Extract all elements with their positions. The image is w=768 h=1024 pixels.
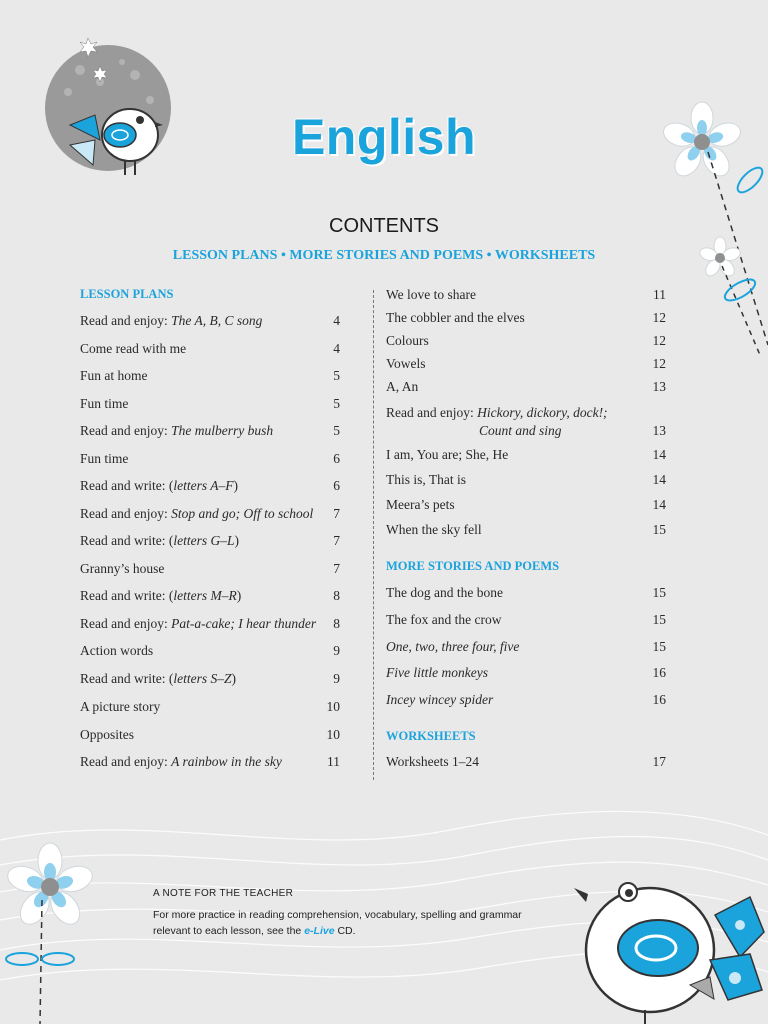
toc-page: 15 [652, 585, 666, 600]
toc-title: The dog and the bone [386, 585, 503, 600]
toc-page: 12 [652, 310, 666, 325]
toc-title: Read and write: (letters A–F) [80, 478, 238, 493]
section-label-stories-poems: MORE STORIES AND POEMS [386, 559, 560, 573]
contents-heading: CONTENTS [329, 215, 439, 237]
toc-page: 15 [652, 639, 666, 654]
toc-page: 9 [333, 643, 340, 658]
toc-title: Vowels [386, 356, 426, 371]
toc-page: 9 [333, 671, 340, 686]
toc-title: Five little monkeys [386, 665, 488, 680]
toc-title: Read and enjoy: Pat-a-cake; I hear thunder [80, 616, 317, 631]
toc-page: 6 [333, 478, 340, 493]
toc-page: 12 [652, 356, 666, 371]
toc-title: Read and write: (letters S–Z) [80, 671, 236, 686]
column-divider [373, 290, 374, 780]
toc-title: The fox and the crow [386, 612, 502, 627]
toc-title: Read and enjoy: The A, B, C song [80, 313, 263, 328]
page-title: English [291, 109, 477, 165]
toc-page: 14 [652, 472, 666, 487]
toc-title: Read and enjoy: Hickory, dickory, dock!; [386, 405, 608, 420]
toc-page: 11 [653, 287, 666, 302]
toc-page: 5 [333, 368, 340, 383]
toc-page: 4 [333, 313, 340, 328]
toc-page: 15 [652, 612, 666, 627]
section-label-worksheets: WORKSHEETS [386, 729, 476, 743]
toc-page: 16 [652, 665, 666, 680]
toc-title: Granny’s house [80, 561, 165, 576]
toc-page: 14 [652, 497, 666, 512]
toc-title: Worksheets 1–24 [386, 754, 480, 769]
toc-page: 4 [333, 341, 340, 356]
toc-page: 12 [652, 333, 666, 348]
toc-page: 17 [652, 754, 666, 769]
toc-title: The cobbler and the elves [386, 310, 525, 325]
toc-title: Colours [386, 333, 429, 348]
toc-title: One, two, three four, five [386, 639, 520, 654]
flower-illustration-bottom-left [0, 835, 100, 1024]
toc-title: Meera’s pets [386, 497, 455, 512]
toc-title: Fun at home [80, 368, 148, 383]
toc-page: 16 [652, 692, 666, 707]
toc-page: 10 [326, 727, 340, 742]
teacher-note-line2: relevant to each lesson, see the e-Live CD. [153, 925, 356, 937]
toc-page: 13 [652, 379, 666, 394]
bird-illustration-bottom-right [570, 860, 768, 1024]
toc-title: Read and enjoy: Stop and go; Off to school [80, 506, 314, 521]
toc-page: 8 [333, 588, 340, 603]
toc-page: 11 [327, 754, 340, 769]
teacher-note-text [153, 907, 573, 939]
toc-title: Incey wincey spider [386, 692, 494, 707]
toc-page: 7 [333, 533, 340, 548]
toc-page: 7 [333, 506, 340, 521]
toc-title: Fun time [80, 396, 129, 411]
contents-subheading: LESSON PLANS • MORE STORIES AND POEMS • WORKSHEETS [172, 248, 596, 263]
toc-title: A picture story [80, 699, 161, 714]
toc-title: When the sky fell [386, 522, 482, 537]
toc-title: Read and write: (letters G–L) [80, 533, 239, 548]
toc-page: 5 [333, 423, 340, 438]
toc-title: We love to share [386, 287, 477, 302]
toc-title: Opposites [80, 727, 134, 742]
toc-page: 8 [333, 616, 340, 631]
toc-title: Read and write: (letters M–R) [80, 588, 242, 603]
section-label-lesson-plans: LESSON PLANS [80, 287, 174, 301]
toc-page: 5 [333, 396, 340, 411]
toc-title: Count and sing [479, 423, 562, 438]
toc-title: Read and enjoy: The mulberry bush [80, 423, 274, 438]
toc-page: 13 [652, 423, 666, 438]
toc-page: 7 [333, 561, 340, 576]
toc-page: 15 [652, 522, 666, 537]
toc-title: I am, You are; She, He [386, 447, 509, 462]
toc-page: 10 [326, 699, 340, 714]
teacher-note-line1: For more practice in reading comprehension, vocabulary, spelling and grammar [153, 909, 522, 921]
toc-title: Read and enjoy: A rainbow in the sky [80, 754, 282, 769]
elive-logo: e-Live [304, 925, 335, 937]
toc-title: Come read with me [80, 341, 187, 356]
teacher-note-heading: A NOTE FOR THE TEACHER [153, 888, 294, 899]
toc-title: Action words [80, 643, 154, 658]
toc-title: A, An [386, 379, 419, 394]
toc-page: 6 [333, 451, 340, 466]
toc-title: This is, That is [386, 472, 467, 487]
toc-page: 14 [652, 447, 666, 462]
toc-title: Fun time [80, 451, 129, 466]
